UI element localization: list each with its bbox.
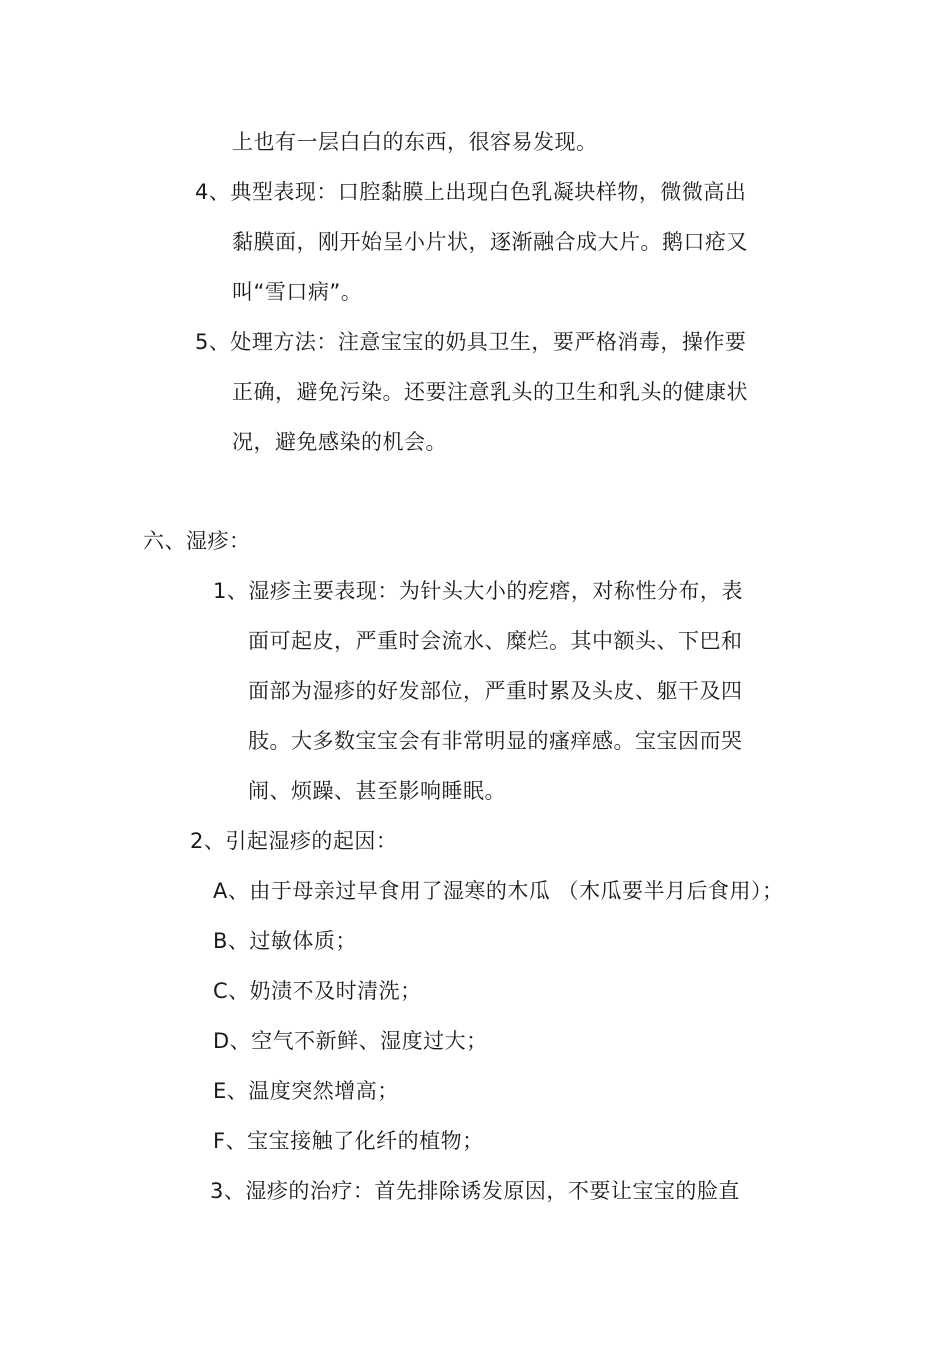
- section-heading: 六、湿疹：: [143, 529, 251, 553]
- list-item-5-line-1: 5、处理方法：注意宝宝的奶具卫生，要严格消毒，操作要: [195, 330, 747, 354]
- list-item-4-line-2: 黏膜面，刚开始呈小片状，逐渐融合成大片。鹅口疮又: [232, 230, 748, 254]
- cause-item-f: F、宝宝接触了化纤的植物；: [213, 1129, 484, 1153]
- cause-item-a: A、由于母亲过早食用了湿寒的木瓜 （木瓜要半月后食用）；: [213, 879, 784, 903]
- section6-item-1-line-3: 面部为湿疹的好发部位，严重时累及头皮、躯干及四: [248, 679, 743, 703]
- cause-item-d: D、空气不新鲜、湿度过大；: [213, 1029, 488, 1053]
- section6-item-2: 2、引起湿疹的起因：: [190, 829, 398, 853]
- section6-item-1-line-2: 面可起皮，严重时会流水、糜烂。其中额头、下巴和: [248, 629, 743, 653]
- list-item-5-line-3: 况，避免感染的机会。: [232, 430, 447, 454]
- cause-item-b: B、过敏体质；: [213, 929, 357, 953]
- cause-item-e: E、温度突然增高；: [213, 1079, 399, 1103]
- list-item-5-line-2: 正确，避免污染。还要注意乳头的卫生和乳头的健康状: [232, 380, 748, 404]
- paragraph-line: 上也有一层白白的东西，很容易发现。: [232, 130, 598, 154]
- list-item-4-line-3: 叫“雪口病”。: [232, 280, 363, 304]
- section6-item-1-line-1: 1、湿疹主要表现：为针头大小的疙瘩，对称性分布，表: [213, 579, 743, 603]
- cause-item-c: C、奶渍不及时清洗；: [213, 979, 422, 1003]
- list-item-4-line-1: 4、典型表现：口腔黏膜上出现白色乳凝块样物，微微高出: [195, 180, 747, 204]
- section6-item-1-line-4: 肢。大多数宝宝会有非常明显的瘙痒感。宝宝因而哭: [248, 729, 743, 753]
- section6-item-1-line-5: 闹、烦躁、甚至影响睡眠。: [248, 779, 506, 803]
- section6-item-3: 3、湿疹的治疗：首先排除诱发原因，不要让宝宝的脸直: [210, 1179, 740, 1203]
